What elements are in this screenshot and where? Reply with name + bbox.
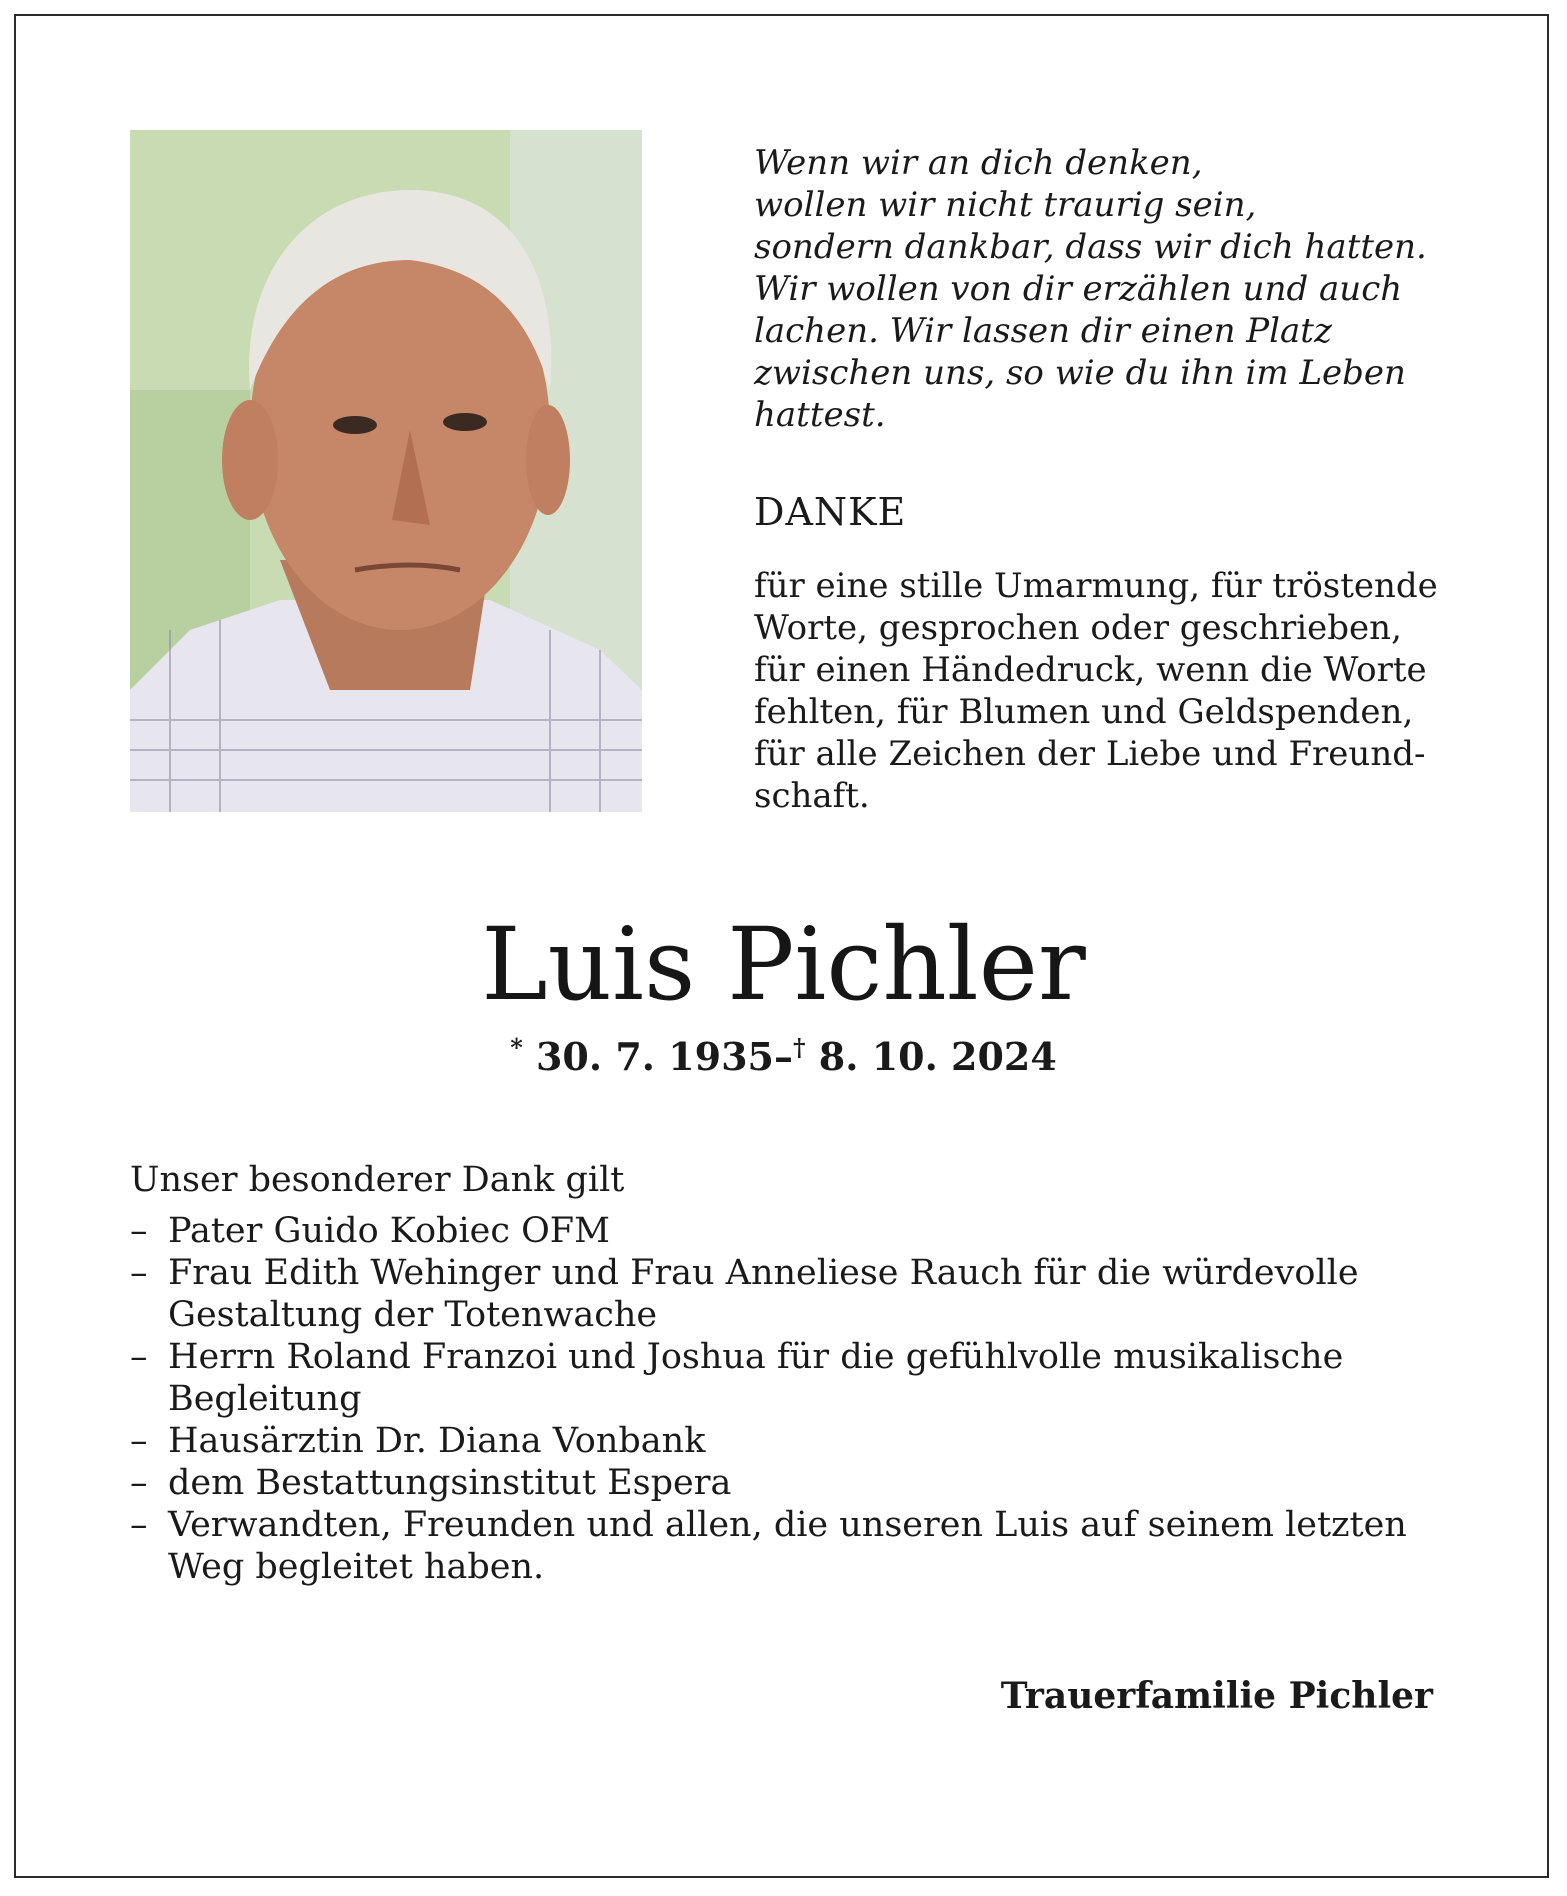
danke-line: schaft. [754, 776, 870, 816]
list-item [130, 1462, 1440, 1504]
list-item-text: Hausärztin Dr. Diana Vonbank [168, 1421, 706, 1461]
birth-symbol: * [510, 1033, 523, 1062]
death-symbol: † [793, 1033, 806, 1062]
list-item-text: dem Bestattungsinstitut Espera [168, 1463, 732, 1503]
danke-text [754, 565, 1440, 817]
date-separator: – [774, 1034, 793, 1079]
danke-line: fehlten, für Blumen und Geldspenden, [754, 692, 1414, 732]
list-item-text: Pater Guido Kobiec OFM [168, 1211, 610, 1251]
danke-line: für eine stille Umarmung, für tröstende [754, 566, 1438, 606]
list-dash: – [130, 1337, 148, 1377]
deceased-name: Luis Pichler [481, 906, 1086, 1023]
poem-line: wollen wir nicht traurig sein, [754, 185, 1257, 225]
signature: Trauerfamilie Pichler [1000, 1675, 1433, 1717]
life-dates [0, 1033, 1567, 1079]
danke-line: Worte, gesprochen oder geschrieben, [754, 608, 1402, 648]
poem-line: zwischen uns, so wie du ihn im Leben [754, 353, 1406, 393]
poem-line: sondern dankbar, dass wir dich hatten. [754, 227, 1427, 267]
portrait-photo [130, 130, 642, 812]
death-date: 8. 10. 2024 [818, 1034, 1057, 1079]
list-item [130, 1252, 1440, 1336]
danke-line: für einen Händedruck, wenn die Worte [754, 650, 1427, 690]
poem-line: hattest. [754, 395, 886, 435]
poem-line: lachen. Wir lassen dir einen Platz [754, 311, 1332, 351]
danke-line: für alle Zeichen der Liebe und Freund- [754, 734, 1426, 774]
list-item [130, 1210, 1440, 1252]
poem [754, 142, 1454, 436]
list-dash: – [130, 1421, 148, 1461]
list-dash: – [130, 1253, 148, 1293]
list-item-text: Frau Edith Wehinger und Frau Anneliese Rauch für die würdevolle Gestaltung der Totenwache [168, 1253, 1359, 1335]
list-dash: – [130, 1463, 148, 1503]
danke-heading: DANKE [754, 490, 907, 534]
list-item-text: Herrn Roland Franzoi und Joshua für die gefühlvolle musikalische Begleitung [168, 1337, 1344, 1419]
list-item [130, 1504, 1440, 1588]
thanks-list [130, 1210, 1440, 1588]
list-item [130, 1420, 1440, 1462]
list-dash: – [130, 1211, 148, 1251]
poem-line: Wir wollen von dir erzählen und auch [754, 269, 1403, 309]
birth-date: 30. 7. 1935 [535, 1034, 774, 1079]
list-item [130, 1336, 1440, 1420]
thanks-intro: Unser besonderer Dank gilt [130, 1160, 625, 1200]
list-item-text: Verwandten, Freunden und allen, die unseren Luis auf seinem letzten Weg begleitet haben. [168, 1505, 1407, 1587]
list-dash: – [130, 1505, 148, 1545]
poem-line: Wenn wir an dich denken, [754, 143, 1203, 183]
